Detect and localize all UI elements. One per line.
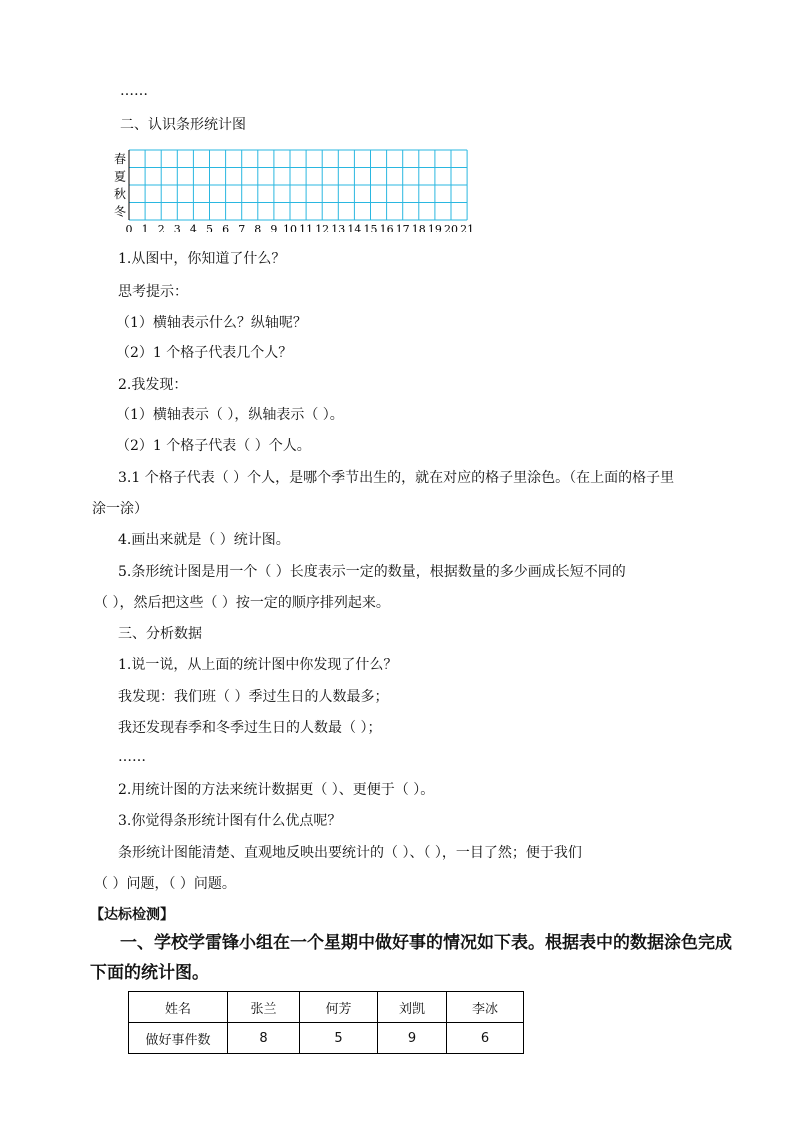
question-3-line-1: 3.1 个格子代表（ ）个人，是哪个季节出生的，就在对应的格子里涂色。（在上面的格子里 (118, 470, 675, 486)
x-tick-label: 17 (395, 223, 410, 232)
question-5-line-1: 5.条形统计图是用一个（ ）长度表示一定的数量，根据数量的多少画成长短不同的 (118, 564, 626, 580)
think-hint-label: 思考提示： (118, 284, 188, 300)
x-tick-label: 16 (379, 223, 394, 232)
table-cell: 做好事件数 (129, 1023, 228, 1054)
question-1: 1.从图中，你知道了什么？ (118, 251, 286, 267)
x-tick-label: 18 (411, 223, 426, 232)
category-label: 春 (114, 152, 127, 166)
ellipsis-1: …… (120, 83, 148, 99)
empty-bar-chart-grid (108, 146, 488, 232)
analysis-1-finding-2: 我还发现春季和冬季过生日的人数最（ ）； (118, 720, 382, 736)
check-title: 【达标检测】 (90, 907, 174, 923)
x-tick-label: 9 (270, 223, 278, 232)
x-tick-label: 20 (444, 223, 458, 232)
finding-1: （1）横轴表示（ ），纵轴表示（ ）。 (116, 407, 344, 423)
x-tick-label: 0 (125, 223, 133, 232)
table-cell: 9 (378, 1023, 447, 1054)
x-tick-label: 15 (363, 223, 378, 232)
table-cell: 8 (228, 1023, 300, 1054)
x-tick-label: 6 (222, 223, 230, 232)
category-label: 冬 (114, 204, 127, 219)
category-label: 夏 (114, 169, 127, 184)
x-tick-label: 11 (299, 223, 314, 232)
x-tick-label: 3 (173, 223, 181, 232)
x-tick-label: 4 (189, 223, 197, 232)
hint-1: （1）横轴表示什么？纵轴呢？ (116, 315, 307, 331)
analysis-2: 2.用统计图的方法来统计数据更（ ）、更便于（ ）。 (118, 782, 435, 798)
ellipsis-2: …… (118, 749, 146, 765)
task-1-line-2: 下面的统计图。 (90, 963, 209, 983)
question-5-line-2: （ ），然后把这些（ ）按一定的顺序排列起来。 (94, 595, 390, 611)
table-header-cell: 刘凯 (378, 992, 447, 1023)
x-tick-label: 7 (238, 223, 246, 232)
question-4: 4.画出来就是（ ）统计图。 (118, 532, 290, 548)
x-tick-label: 10 (283, 223, 297, 232)
good-deeds-table (128, 991, 524, 1054)
analysis-3: 3.你觉得条形统计图有什么优点呢？ (118, 813, 342, 829)
table-cell: 5 (300, 1023, 378, 1054)
table-header-cell: 张兰 (228, 992, 300, 1023)
x-tick-label: 8 (254, 223, 262, 232)
analysis-1-finding-1: 我发现：我们班（ ）季过生日的人数最多； (118, 689, 389, 705)
task-1-line-1: 一、学校学雷锋小组在一个星期中做好事的情况如下表。根据表中的数据涂色完成 (120, 933, 732, 953)
x-tick-label: 14 (347, 223, 362, 232)
section-2-title: 二、认识条形统计图 (120, 117, 246, 133)
category-label: 秋 (114, 187, 127, 201)
x-tick-label: 12 (315, 223, 330, 232)
analysis-3-answer-line-1: 条形统计图能清楚、直观地反映出要统计的（ ）、（ ），一目了然；便于我们 (118, 845, 582, 861)
table-header-cell: 李冰 (447, 992, 524, 1023)
question-3-line-2: 涂一涂） (92, 501, 148, 517)
x-tick-label: 5 (206, 223, 213, 232)
x-tick-label: 19 (427, 223, 442, 232)
x-tick-label: 13 (331, 223, 346, 232)
x-tick-label: 2 (157, 223, 165, 232)
table-row (129, 1023, 524, 1054)
finding-2: （2）1 个格子代表（ ）个人。 (116, 438, 311, 454)
table-header-cell: 何芳 (300, 992, 378, 1023)
x-tick-label: 1 (141, 223, 149, 232)
section-3-title: 三、分析数据 (118, 626, 202, 642)
table-cell: 6 (447, 1023, 524, 1054)
x-tick-label: 21 (460, 223, 475, 232)
question-2: 2.我发现： (118, 377, 188, 393)
table-row (129, 992, 524, 1023)
analysis-3-answer-line-2: （ ）问题，（ ）问题。 (94, 876, 236, 892)
analysis-1: 1.说一说，从上面的统计图中你发现了什么？ (118, 657, 398, 673)
hint-2: （2）1 个格子代表几个人？ (116, 345, 293, 361)
table-header-cell: 姓名 (129, 992, 228, 1023)
